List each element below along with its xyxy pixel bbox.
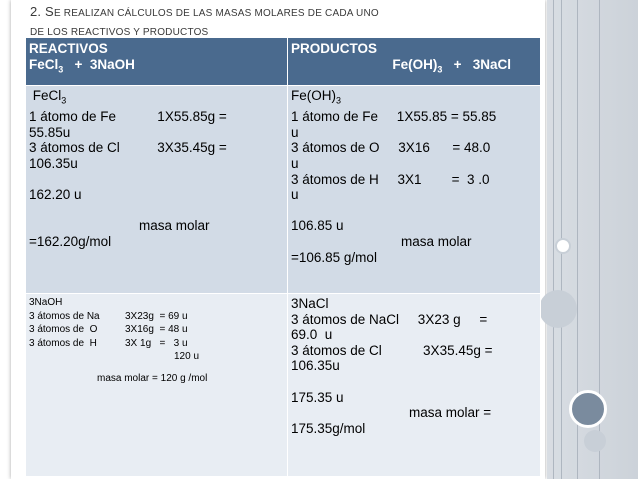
decorative-circle-accent [569,390,607,428]
spacer [29,364,284,372]
band-line [553,0,554,479]
calc-line: u [291,124,299,140]
molar-mass-value: =106.85 g/mol [291,249,377,265]
header-right-title: PRODUCTOS [291,41,378,56]
compound-name: 3NaCl [291,296,329,311]
header-left-equation: FeCl$_3$ + 3NaOH [29,56,135,75]
calc-line: 3 átomos de Na 3X23g = 69 u [29,310,188,322]
molar-mass-value: 175.35g/mol [291,420,366,436]
calc-line: 3 átomos de O 3X16 = 48.0 [291,140,491,156]
decorative-circle [539,290,577,328]
total-mass: 106.85 u [291,218,344,234]
header-reactivos [26,38,288,86]
calc-line: 1 átomo de Fe 1X55.85g = [29,109,227,125]
title-number: 2. S [30,4,54,19]
calc-line: 3 átomos de Cl 3X35.45g = [291,342,493,358]
total-mass: 175.35 u [291,389,344,405]
calc-line: 3 átomos de H 3X1 = 3 .0 [291,171,490,187]
compound-name: $Fe(OH)_3$ [291,88,342,106]
molar-mass-label: masa molar [401,234,472,250]
table-header-row [26,38,541,86]
calc-line: 106.35u [29,156,78,172]
molar-mass-label: masa molar [139,218,210,234]
calc-line: 69.0 u [291,327,333,343]
table-row [26,86,541,294]
header-right-equation: $Fe(OH)_3$ + 3NaCl [392,56,511,75]
molar-mass-table [25,37,541,477]
title-line1: E REALIZAN CÁLCULOS DE LAS MASAS MOLARES DE CADA UNO [53,8,379,19]
compound-name: FeCl$_3$ [29,88,67,106]
header-productos [288,38,541,86]
calc-line: u [291,187,299,203]
compound-name: 3NaOH [29,297,63,308]
spacer [291,203,537,219]
cell-feoh3 [288,86,541,294]
spacer [29,172,284,188]
calc-line: u [291,156,299,172]
calc-line: 106.35u [291,358,340,374]
molar-mass-label: masa molar = [409,405,492,421]
total-mass: 120 u [174,351,200,362]
table-row [26,294,541,477]
calc-line: 3 átomos de H 3X 1g = 3 u [29,337,188,349]
cell-fecl3 [26,86,288,294]
header-left-title: REACTIVOS [29,41,108,56]
decorative-circle [555,238,571,254]
molar-mass-value: =162.20g/mol [29,234,112,250]
decorative-circle [584,430,606,452]
molar-mass-value: masa molar = 120 g /mol [97,372,208,384]
slide-title [30,3,530,41]
cell-naoh [26,294,288,477]
calc-line: 3 átomos de Cl 3X35.45g = [29,140,227,156]
cell-nacl [288,294,541,477]
calc-line: 55.85u [29,124,71,140]
calc-line: 1 átomo de Fe 1X55.85 = 55.85 [291,109,497,125]
total-mass: 162.20 u [29,187,82,203]
spacer [291,374,537,390]
spacer [29,203,284,219]
calc-line: 3 átomos de O 3X16g = 48 u [29,324,188,335]
calc-line: 3 átomos de NaCl 3X23 g = [291,311,488,327]
title-line2: DE LOS REACTIVOS Y PRODUCTOS [30,27,209,38]
